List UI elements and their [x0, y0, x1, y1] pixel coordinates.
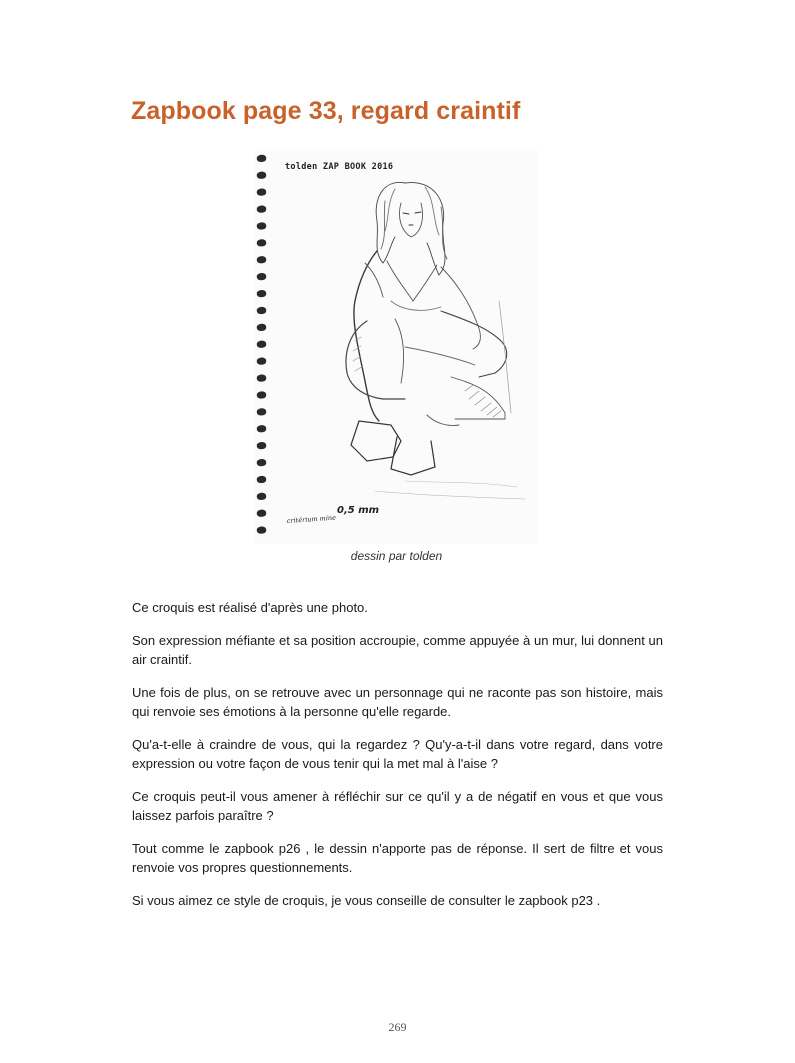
paragraph: Tout comme le zapbook p26 , le dessin n'apporte pas de réponse. Il sert de filtre et vous renvoie vos propres questionnements. [132, 841, 663, 875]
spiral-ring [257, 459, 267, 466]
body-text [132, 598, 663, 924]
spiral-ring [257, 510, 267, 517]
spiral-binding [257, 155, 267, 534]
paragraph: Ce croquis est réalisé d'après une photo. [132, 600, 368, 615]
spiral-ring [257, 256, 267, 263]
spiral-ring [257, 307, 267, 314]
spiral-ring [257, 341, 267, 348]
spiral-ring [257, 476, 267, 483]
figure-caption: dessin par tolden [350, 549, 443, 563]
pencil-sketch-image [255, 151, 538, 544]
spiral-ring [257, 239, 267, 246]
spiral-ring [257, 527, 267, 534]
pen-note-size: 0,5 mm [337, 505, 380, 516]
page-title: Zapbook page 33, regard craintif [131, 97, 521, 125]
spiral-ring [257, 408, 267, 415]
spiral-ring [257, 222, 267, 229]
paragraph: Si vous aimez ce style de croquis, je vous conseille de consulter le zapbook p23 . [132, 893, 601, 908]
spiral-ring [257, 290, 267, 297]
spiral-ring [257, 155, 267, 162]
paragraph: Son expression méfiante et sa position accroupie, comme appuyée à un mur, lui donnent un air craintif. [132, 633, 663, 667]
spiral-ring [257, 324, 267, 331]
sketchbook-header: tolden ZAP BOOK 2016 [285, 162, 394, 172]
spiral-ring [257, 189, 267, 196]
spiral-ring [257, 391, 267, 398]
spiral-ring [257, 374, 267, 381]
paragraph: Ce croquis peut-il vous amener à réfléchir sur ce qu'il y a de négatif en vous et que vous laissez parfois paraître ? [132, 789, 663, 823]
spiral-ring [257, 425, 267, 432]
sketch-figure [255, 151, 538, 544]
spiral-ring [257, 358, 267, 365]
spiral-ring [257, 442, 267, 449]
spiral-ring [257, 205, 267, 212]
paragraph: Une fois de plus, on se retrouve avec un personnage qui ne raconte pas son histoire, mais qui renvoie ses émotions à la personne qu'elle regarde. [132, 685, 663, 719]
pen-note-script: critérium mine [286, 513, 337, 525]
spiral-ring [257, 273, 267, 280]
spiral-ring [257, 493, 267, 500]
page-number: 269 [388, 1020, 407, 1034]
paragraph: Qu'a-t-elle à craindre de vous, qui la regardez ? Qu'y-a-t-il dans votre regard, dans votre expression ou votre façon de vous tenir qui la met mal à l'aise ? [132, 737, 663, 771]
spiral-ring [257, 172, 267, 179]
